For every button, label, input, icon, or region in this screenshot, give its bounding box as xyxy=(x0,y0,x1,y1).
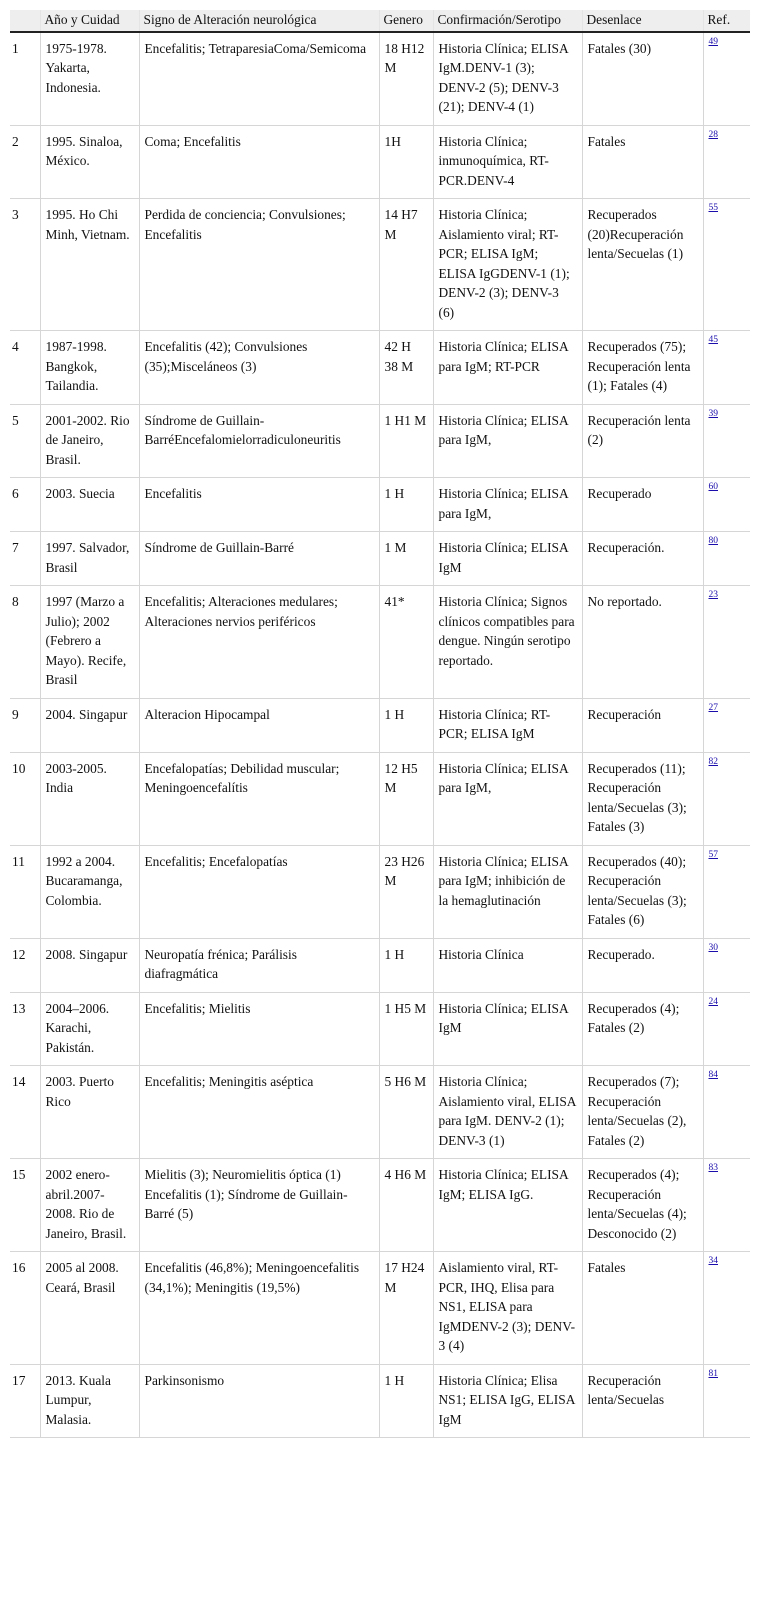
ref-cell xyxy=(703,199,750,331)
outcome-cell: Fatales xyxy=(582,1252,703,1365)
ref-cell xyxy=(703,32,750,126)
ref-cell xyxy=(703,532,750,586)
gender-cell: 1 H xyxy=(379,478,433,532)
row-number-cell: 13 xyxy=(10,992,40,1066)
row-number-cell: 12 xyxy=(10,938,40,992)
neuro-sign-cell: Encefalitis (46,8%); Meningoencefalitis (34,1%); Meningitis (19,5%) xyxy=(139,1252,379,1365)
reference-link[interactable]: 39 xyxy=(708,408,718,419)
year-city-cell: 1995. Sinaloa, México. xyxy=(40,125,139,199)
confirmation-cell: Historia Clínica; ELISA para IgM; inhibición de la hemaglutinación xyxy=(433,845,582,938)
gender-cell: 1 H xyxy=(379,1364,433,1438)
neuro-sign-cell: Encefalitis; Encefalopatías xyxy=(139,845,379,938)
outcome-cell: Recuperación lenta (2) xyxy=(582,404,703,478)
outcome-cell: Recuperados (75); Recuperación lenta (1); Fatales (4) xyxy=(582,331,703,405)
neuro-sign-cell: Encefalitis; Alteraciones medulares; Alteraciones nervios periféricos xyxy=(139,586,379,699)
table-row xyxy=(10,1252,750,1365)
gender-cell: 12 H5 M xyxy=(379,752,433,845)
ref-cell xyxy=(703,992,750,1066)
outcome-cell: Recuperación xyxy=(582,698,703,752)
gender-cell: 1 M xyxy=(379,532,433,586)
neuro-sign-cell: Encefalitis (42); Convulsiones (35);Misceláneos (3) xyxy=(139,331,379,405)
table-row xyxy=(10,992,750,1066)
header-confirmation: Confirmación/Serotipo xyxy=(433,10,582,32)
reference-link[interactable]: 24 xyxy=(708,996,718,1007)
outcome-cell: Recuperados (11); Recuperación lenta/Secuelas (3); Fatales (3) xyxy=(582,752,703,845)
neuro-sign-cell: Encefalitis; Meningitis aséptica xyxy=(139,1066,379,1159)
table-row xyxy=(10,938,750,992)
neuro-sign-cell: Encefalitis; TetraparesiaComa/Semicoma xyxy=(139,32,379,126)
table-row xyxy=(10,532,750,586)
gender-cell: 41* xyxy=(379,586,433,699)
outcome-cell: Recuperación. xyxy=(582,532,703,586)
confirmation-cell: Historia Clínica; ELISA para IgM, xyxy=(433,478,582,532)
ref-cell xyxy=(703,845,750,938)
table-row xyxy=(10,752,750,845)
ref-cell xyxy=(703,698,750,752)
row-number-cell: 10 xyxy=(10,752,40,845)
confirmation-cell: Historia Clínica; ELISA para IgM, xyxy=(433,752,582,845)
year-city-cell: 1987-1998. Bangkok, Tailandia. xyxy=(40,331,139,405)
gender-cell: 17 H24 M xyxy=(379,1252,433,1365)
year-city-cell: 2003. Suecia xyxy=(40,478,139,532)
confirmation-cell: Historia Clínica; ELISA IgM; ELISA IgG. xyxy=(433,1159,582,1252)
table-row xyxy=(10,478,750,532)
table-row xyxy=(10,1159,750,1252)
gender-cell: 4 H6 M xyxy=(379,1159,433,1252)
confirmation-cell: Historia Clínica; Aislamiento viral, ELISA para IgM. DENV-2 (1); DENV-3 (1) xyxy=(433,1066,582,1159)
outcome-cell: Recuperados (40); Recuperación lenta/Secuelas (3); Fatales (6) xyxy=(582,845,703,938)
outcome-cell: Fatales (30) xyxy=(582,32,703,126)
reference-link[interactable]: 23 xyxy=(708,590,718,600)
table-header xyxy=(10,10,750,32)
header-neuro-sign: Signo de Alteración neurológica xyxy=(139,10,379,32)
neuro-sign-cell: Alteracion Hipocampal xyxy=(139,698,379,752)
outcome-cell: No reportado. xyxy=(582,586,703,699)
ref-cell xyxy=(703,1252,750,1365)
confirmation-cell: Historia Clínica; inmunoquímica, RT-PCR.DENV-4 xyxy=(433,125,582,199)
neuro-sign-cell: Coma; Encefalitis xyxy=(139,125,379,199)
reference-link[interactable]: 57 xyxy=(708,849,718,860)
row-number-cell: 4 xyxy=(10,331,40,405)
table-row xyxy=(10,1364,750,1438)
neuro-sign-cell: Mielitis (3); Neuromielitis óptica (1) Encefalitis (1); Síndrome de Guillain-Barré (5) xyxy=(139,1159,379,1252)
year-city-cell: 2002 enero-abril.2007-2008. Rio de Janeiro, Brasil. xyxy=(40,1159,139,1252)
year-city-cell: 2013. Kuala Lumpur, Malasia. xyxy=(40,1364,139,1438)
year-city-cell: 2004. Singapur xyxy=(40,698,139,752)
row-number-cell: 2 xyxy=(10,125,40,199)
ref-cell xyxy=(703,1364,750,1438)
reference-link[interactable]: 27 xyxy=(708,702,718,713)
neuro-sign-cell: Neuropatía frénica; Parálisis diafragmática xyxy=(139,938,379,992)
row-number-cell: 11 xyxy=(10,845,40,938)
outcome-cell: Fatales xyxy=(582,125,703,199)
confirmation-cell: Historia Clínica; Signos clínicos compatibles para dengue. Ningún serotipo reportado. xyxy=(433,586,582,699)
ref-cell xyxy=(703,1159,750,1252)
row-number-cell: 15 xyxy=(10,1159,40,1252)
reference-link[interactable]: 49 xyxy=(708,36,718,47)
header-row xyxy=(10,10,750,32)
neuro-dengue-cases-table xyxy=(10,10,750,1438)
row-number-cell: 5 xyxy=(10,404,40,478)
neuro-sign-cell: Perdida de conciencia; Convulsiones; Encefalitis xyxy=(139,199,379,331)
year-city-cell: 2008. Singapur xyxy=(40,938,139,992)
outcome-cell: Recuperados (7); Recuperación lenta/Secuelas (2), Fatales (2) xyxy=(582,1066,703,1159)
outcome-cell: Recuperado xyxy=(582,478,703,532)
gender-cell: 5 H6 M xyxy=(379,1066,433,1159)
header-number xyxy=(10,10,40,32)
outcome-cell: Recuperado. xyxy=(582,938,703,992)
neuro-sign-cell: Encefalopatías; Debilidad muscular; Meningoencefalítis xyxy=(139,752,379,845)
ref-cell xyxy=(703,586,750,699)
neuro-sign-cell: Encefalitis; Mielitis xyxy=(139,992,379,1066)
reference-link[interactable]: 45 xyxy=(708,335,718,345)
outcome-cell: Recuperados (4); Recuperación lenta/Secuelas (4); Desconocido (2) xyxy=(582,1159,703,1252)
table-row xyxy=(10,845,750,938)
confirmation-cell: Historia Clínica; ELISA para IgM, xyxy=(433,404,582,478)
header-outcome: Desenlace xyxy=(582,10,703,32)
row-number-cell: 9 xyxy=(10,698,40,752)
reference-link[interactable]: 28 xyxy=(708,129,718,140)
header-ref: Ref. xyxy=(703,10,750,32)
outcome-cell: Recuperados (20)Recuperación lenta/Secuelas (1) xyxy=(582,199,703,331)
ref-cell xyxy=(703,478,750,532)
row-number-cell: 3 xyxy=(10,199,40,331)
table-row xyxy=(10,404,750,478)
year-city-cell: 1992 a 2004. Bucaramanga, Colombia. xyxy=(40,845,139,938)
reference-link[interactable]: 83 xyxy=(708,1163,718,1173)
reference-link[interactable]: 30 xyxy=(708,942,718,953)
table-row xyxy=(10,331,750,405)
table-row xyxy=(10,1066,750,1159)
confirmation-cell: Historia Clínica; ELISA IgM xyxy=(433,532,582,586)
header-year-city: Año y Cuidad xyxy=(40,10,139,32)
row-number-cell: 1 xyxy=(10,32,40,126)
ref-cell xyxy=(703,752,750,845)
reference-link[interactable]: 84 xyxy=(708,1070,718,1080)
gender-cell: 23 H26 M xyxy=(379,845,433,938)
ref-cell xyxy=(703,938,750,992)
year-city-cell: 1997. Salvador, Brasil xyxy=(40,532,139,586)
row-number-cell: 17 xyxy=(10,1364,40,1438)
ref-cell xyxy=(703,125,750,199)
neuro-sign-cell: Síndrome de Guillain-Barré xyxy=(139,532,379,586)
gender-cell: 42 H 38 M xyxy=(379,331,433,405)
confirmation-cell: Historia Clínica; RT-PCR; ELISA IgM xyxy=(433,698,582,752)
outcome-cell: Recuperados (4); Fatales (2) xyxy=(582,992,703,1066)
year-city-cell: 1975-1978. Yakarta, Indonesia. xyxy=(40,32,139,126)
row-number-cell: 16 xyxy=(10,1252,40,1365)
year-city-cell: 1997 (Marzo a Julio); 2002 (Febrero a Mayo). Recife, Brasil xyxy=(40,586,139,699)
reference-link[interactable]: 34 xyxy=(708,1256,718,1266)
table-row xyxy=(10,698,750,752)
neuro-sign-cell: Parkinsonismo xyxy=(139,1364,379,1438)
gender-cell: 1H xyxy=(379,125,433,199)
reference-link[interactable]: 82 xyxy=(708,756,718,767)
row-number-cell: 6 xyxy=(10,478,40,532)
neuro-sign-cell: Encefalitis xyxy=(139,478,379,532)
ref-cell xyxy=(703,1066,750,1159)
year-city-cell: 2003. Puerto Rico xyxy=(40,1066,139,1159)
table-row xyxy=(10,125,750,199)
gender-cell: 1 H xyxy=(379,938,433,992)
gender-cell: 1 H xyxy=(379,698,433,752)
reference-link[interactable]: 81 xyxy=(708,1368,718,1379)
confirmation-cell: Historia Clínica; ELISA IgM.DENV-1 (3); DENV-2 (5); DENV-3 (21); DENV-4 (1) xyxy=(433,32,582,126)
gender-cell: 1 H5 M xyxy=(379,992,433,1066)
confirmation-cell: Historia Clínica; ELISA para IgM; RT-PCR xyxy=(433,331,582,405)
table-row xyxy=(10,199,750,331)
confirmation-cell: Aislamiento viral, RT-PCR, IHQ, Elisa para NS1, ELISA para IgMDENV-2 (3); DENV-3 (4) xyxy=(433,1252,582,1365)
year-city-cell: 2004–2006. Karachi, Pakistán. xyxy=(40,992,139,1066)
confirmation-cell: Historia Clínica; Aislamiento viral; RT-PCR; ELISA IgM; ELISA IgGDENV-1 (1); DENV-2 (3); DENV-3 (6) xyxy=(433,199,582,331)
reference-link[interactable]: 80 xyxy=(708,536,718,546)
row-number-cell: 8 xyxy=(10,586,40,699)
table-body xyxy=(10,32,750,1438)
year-city-cell: 2005 al 2008. Ceará, Brasil xyxy=(40,1252,139,1365)
confirmation-cell: Historia Clínica; ELISA IgM xyxy=(433,992,582,1066)
year-city-cell: 2003-2005. India xyxy=(40,752,139,845)
row-number-cell: 7 xyxy=(10,532,40,586)
row-number-cell: 14 xyxy=(10,1066,40,1159)
confirmation-cell: Historia Clínica xyxy=(433,938,582,992)
year-city-cell: 2001-2002. Rio de Janeiro, Brasil. xyxy=(40,404,139,478)
gender-cell: 14 H7 M xyxy=(379,199,433,331)
gender-cell: 1 H1 M xyxy=(379,404,433,478)
year-city-cell: 1995. Ho Chi Minh, Vietnam. xyxy=(40,199,139,331)
table-row xyxy=(10,586,750,699)
ref-cell xyxy=(703,404,750,478)
confirmation-cell: Historia Clínica; Elisa NS1; ELISA IgG, ELISA IgM xyxy=(433,1364,582,1438)
outcome-cell: Recuperación lenta/Secuelas xyxy=(582,1364,703,1438)
header-gender: Genero xyxy=(379,10,433,32)
reference-link[interactable]: 60 xyxy=(708,482,718,492)
gender-cell: 18 H12 M xyxy=(379,32,433,126)
ref-cell xyxy=(703,331,750,405)
reference-link[interactable]: 55 xyxy=(708,203,718,213)
table-row xyxy=(10,32,750,126)
neuro-sign-cell: Síndrome de Guillain-BarréEncefalomielorradiculoneuritis xyxy=(139,404,379,478)
